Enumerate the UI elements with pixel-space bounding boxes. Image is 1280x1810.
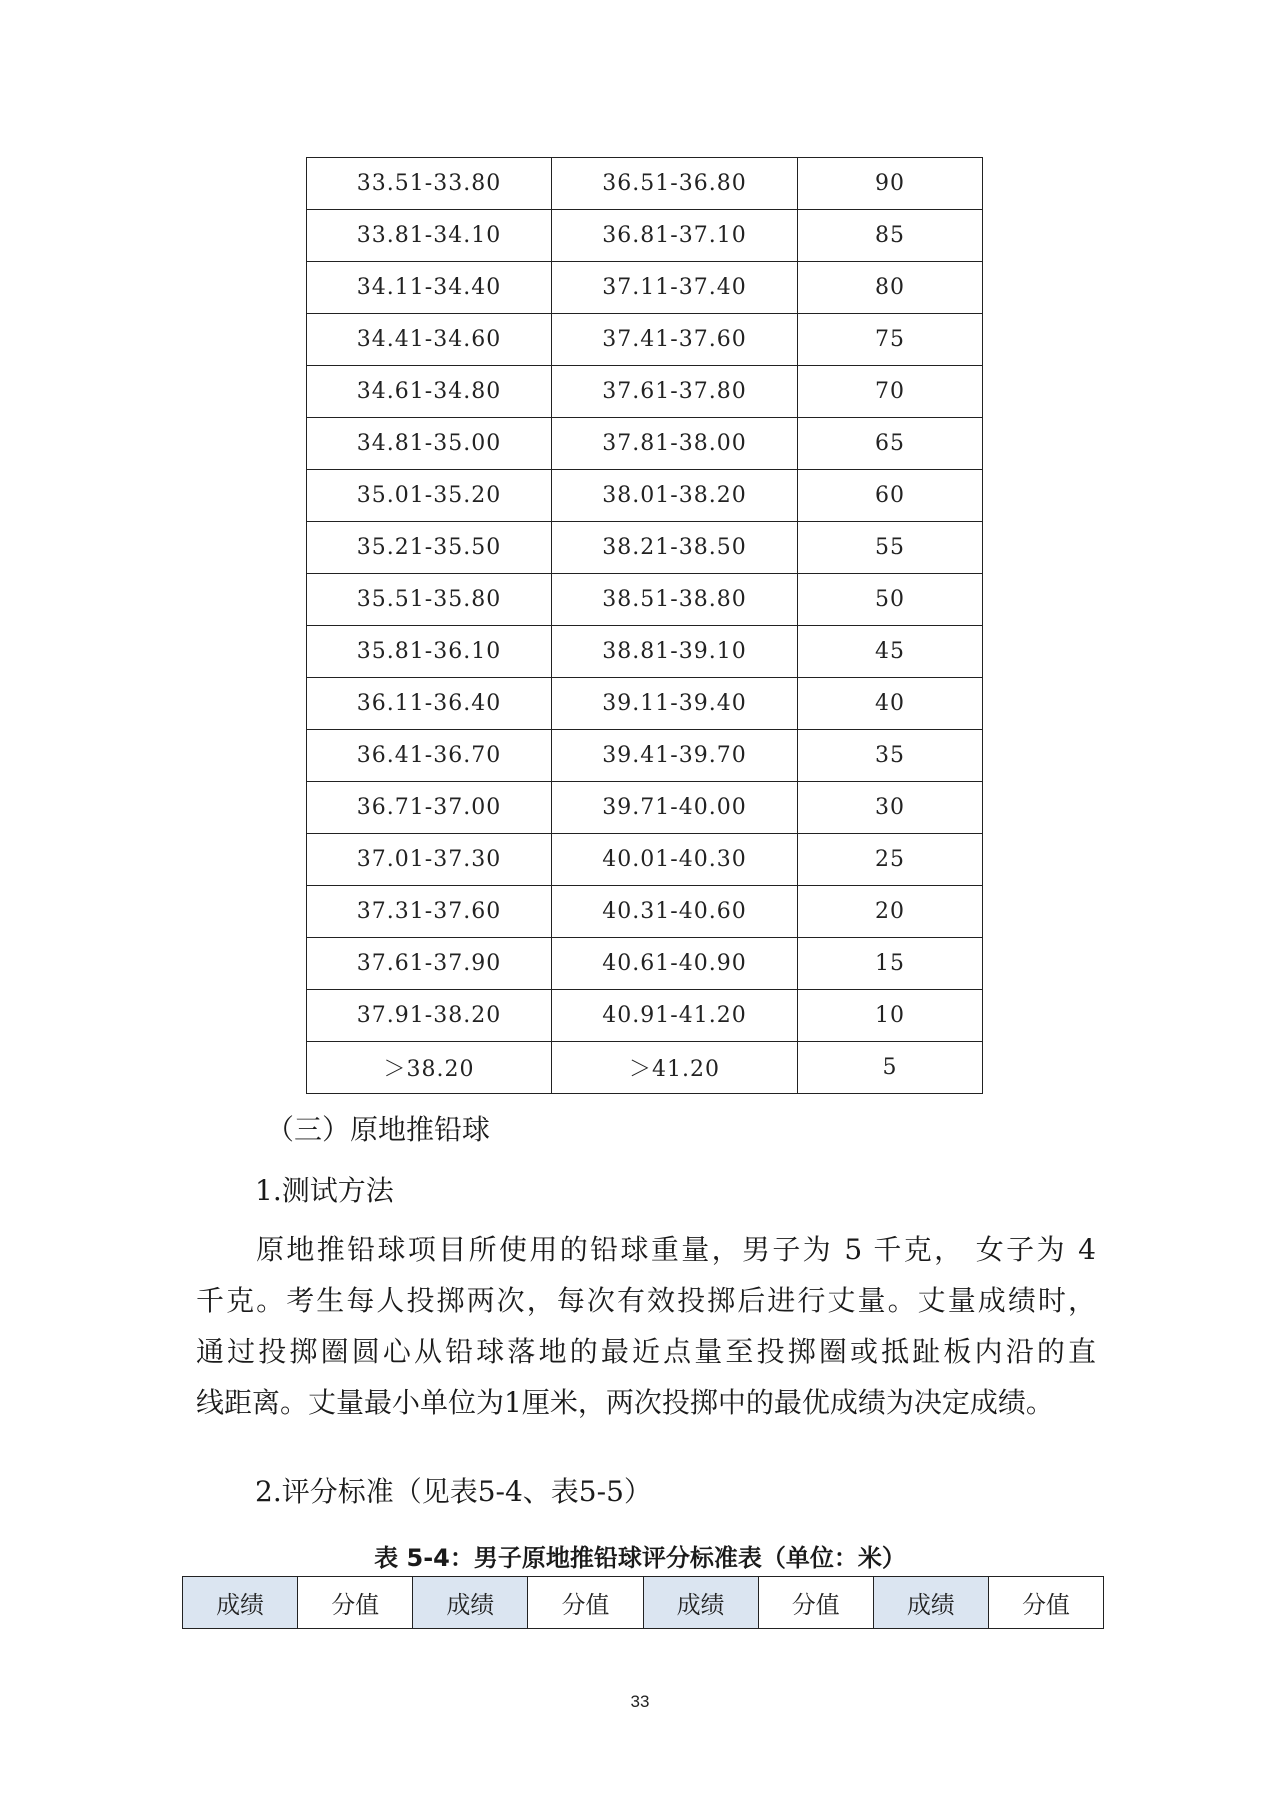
cell-female-range: 38.01-38.20 [552, 470, 798, 522]
cell-points: 10 [798, 990, 983, 1042]
method-paragraph [196, 1224, 1096, 1428]
section-heading: （三）原地推铅球 [266, 1113, 491, 1146]
table-5-4-caption: 表 5-4：男子原地推铅球评分标准表（单位：米） [374, 1544, 906, 1572]
cell-points: 40 [798, 678, 983, 730]
cell-female-range: 38.21-38.50 [552, 522, 798, 574]
cell-male-range: 36.41-36.70 [307, 730, 552, 782]
cell-male-range: 34.11-34.40 [307, 262, 552, 314]
cell-male-range: ＞38.20 [307, 1042, 552, 1094]
cell-female-range: 37.81-38.00 [552, 418, 798, 470]
cell-female-range: 39.41-39.70 [552, 730, 798, 782]
cell-male-range: 36.71-37.00 [307, 782, 552, 834]
table-row [307, 782, 983, 834]
cell-points: 45 [798, 626, 983, 678]
header-cell-points: 分值 [298, 1577, 413, 1629]
paragraph-line: 原地推铅球项目所使用的铅球重量，男子为 5 千克， 女子为 4 [256, 1233, 1096, 1266]
cell-male-range: 33.51-33.80 [307, 158, 552, 210]
cell-points: 75 [798, 314, 983, 366]
cell-female-range: 38.81-39.10 [552, 626, 798, 678]
score-table-continued [306, 157, 983, 1094]
paragraph-line: 通过投掷圈圆心从铅球落地的最近点量至投掷圈或抵趾板内沿的直 [196, 1335, 1096, 1368]
header-cell-score: 成绩 [873, 1577, 988, 1629]
cell-female-range: 39.11-39.40 [552, 678, 798, 730]
cell-female-range: 37.11-37.40 [552, 262, 798, 314]
cell-female-range: 40.91-41.20 [552, 990, 798, 1042]
cell-male-range: 34.61-34.80 [307, 366, 552, 418]
table-row [307, 626, 983, 678]
table-row [307, 158, 983, 210]
cell-male-range: 37.01-37.30 [307, 834, 552, 886]
cell-female-range: 40.61-40.90 [552, 938, 798, 990]
cell-points: 30 [798, 782, 983, 834]
table-row [307, 262, 983, 314]
cell-male-range: 37.61-37.90 [307, 938, 552, 990]
table-row [307, 470, 983, 522]
cell-female-range: 37.41-37.60 [552, 314, 798, 366]
page-number: 33 [630, 1692, 650, 1711]
cell-male-range: 34.41-34.60 [307, 314, 552, 366]
cell-female-range: 36.81-37.10 [552, 210, 798, 262]
cell-male-range: 35.51-35.80 [307, 574, 552, 626]
cell-female-range: 37.61-37.80 [552, 366, 798, 418]
cell-points: 80 [798, 262, 983, 314]
cell-male-range: 35.81-36.10 [307, 626, 552, 678]
table-5-4-header [182, 1576, 1104, 1629]
table-row [307, 522, 983, 574]
table-row [307, 730, 983, 782]
header-cell-points: 分值 [988, 1577, 1103, 1629]
cell-points: 20 [798, 886, 983, 938]
score-table-body [307, 158, 983, 1094]
header-cell-score: 成绩 [643, 1577, 758, 1629]
table-row [307, 210, 983, 262]
cell-male-range: 33.81-34.10 [307, 210, 552, 262]
cell-points: 25 [798, 834, 983, 886]
table-row [307, 366, 983, 418]
table-row [307, 678, 983, 730]
cell-male-range: 34.81-35.00 [307, 418, 552, 470]
cell-points: 70 [798, 366, 983, 418]
table-row [307, 938, 983, 990]
cell-female-range: 40.31-40.60 [552, 886, 798, 938]
cell-points: 15 [798, 938, 983, 990]
cell-female-range: 40.01-40.30 [552, 834, 798, 886]
cell-male-range: 36.11-36.40 [307, 678, 552, 730]
header-cell-score: 成绩 [183, 1577, 298, 1629]
cell-points: 85 [798, 210, 983, 262]
cell-points: 65 [798, 418, 983, 470]
cell-female-range: 36.51-36.80 [552, 158, 798, 210]
method-heading: 1.测试方法 [255, 1174, 394, 1207]
cell-male-range: 37.91-38.20 [307, 990, 552, 1042]
table-row [307, 418, 983, 470]
table-row [307, 834, 983, 886]
table-row [307, 886, 983, 938]
cell-male-range: 37.31-37.60 [307, 886, 552, 938]
paragraph-line: 千克。考生每人投掷两次，每次有效投掷后进行丈量。丈量成绩时， [196, 1284, 1096, 1317]
cell-points: 50 [798, 574, 983, 626]
cell-female-range: 39.71-40.00 [552, 782, 798, 834]
cell-female-range: ＞41.20 [552, 1042, 798, 1094]
cell-female-range: 38.51-38.80 [552, 574, 798, 626]
cell-points: 35 [798, 730, 983, 782]
table-row [307, 990, 983, 1042]
table-row [307, 574, 983, 626]
cell-points: 60 [798, 470, 983, 522]
header-cell-score: 成绩 [413, 1577, 528, 1629]
cell-points: 55 [798, 522, 983, 574]
paragraph-line: 线距离。丈量最小单位为1厘米，两次投掷中的最优成绩为决定成绩。 [196, 1386, 1054, 1419]
cell-male-range: 35.21-35.50 [307, 522, 552, 574]
table-row [307, 1042, 983, 1094]
header-cell-points: 分值 [758, 1577, 873, 1629]
standard-heading: 2.评分标准（见表5-4、表5-5） [255, 1475, 652, 1508]
table-header-row [183, 1577, 1104, 1629]
cell-points: 5 [798, 1042, 983, 1094]
cell-points: 90 [798, 158, 983, 210]
table-row [307, 314, 983, 366]
cell-male-range: 35.01-35.20 [307, 470, 552, 522]
header-cell-points: 分值 [528, 1577, 643, 1629]
